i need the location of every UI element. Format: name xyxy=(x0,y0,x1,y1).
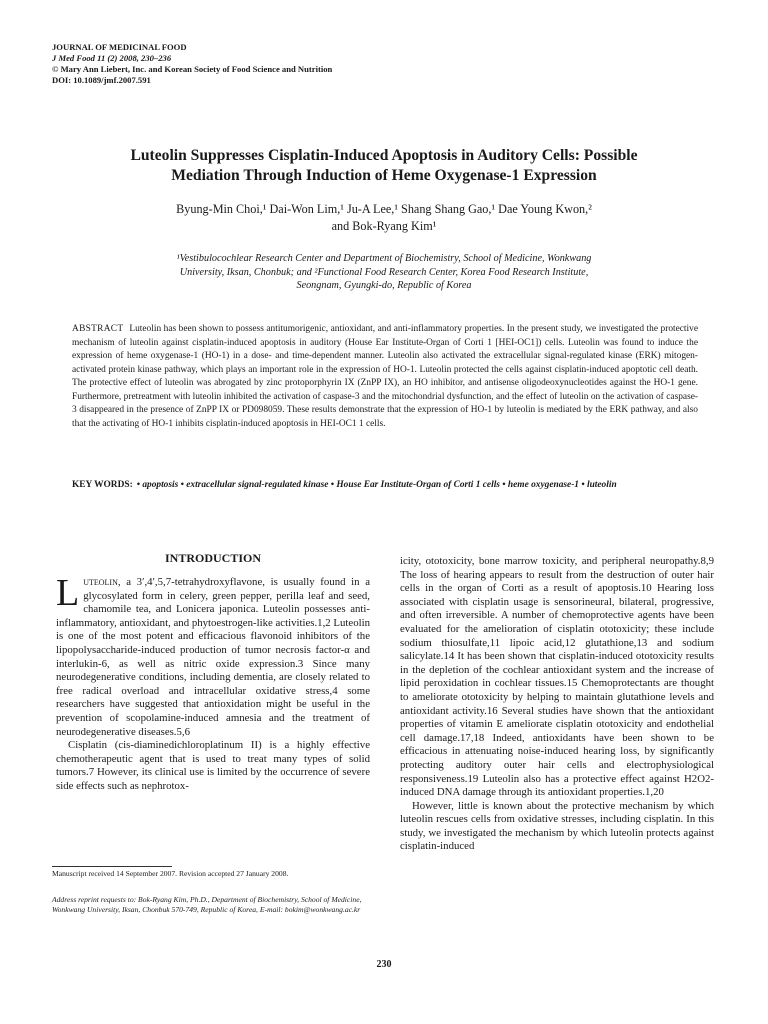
title-line-1: Luteolin Suppresses Cisplatin-Induced Apoptosis in Auditory Cells: Possible xyxy=(130,147,638,164)
affil-line-3: Seongnam, Gyungki-do, Republic of Korea xyxy=(296,280,472,292)
keywords xyxy=(72,479,698,493)
right-paragraph-2: However, little is known about the protective mechanism by which luteolin rescues cells from oxidative stresses, including cisplatin. In this study, we investigated the mechanism by which luteolin protects against cisplatin-induced xyxy=(400,799,714,853)
left-paragraph-1-text: , a 3′,4′,5,7-tetrahydroxyflavone, is usually found in a glycosylated form in celery, green pepper, perilla leaf and seed, chamomile tea, and Lonicera japonica. Luteolin possesses anti-inflammatory, antioxidant, and phytoestrogen-like activities.1,2 Luteolin is one of the most potent and efficacious flavonoid inhibitors of the lipopolysaccharide-induced production of tumor necrosis factor-α and interlukin-6, as well as nitric oxide expression.3 Since many neurodegenerative conditions, including dementia, are closely related to free radical overload and intracellular oxidative stress,4 some researchers have suggested that antioxidation might be useful in the prevention of scopolamine-induced amnesia and the treatment of neurodegenerative diseases.5,6 xyxy=(56,576,370,738)
journal-header xyxy=(52,42,332,86)
journal-citation: J Med Food 11 (2) 2008, 230–236 xyxy=(52,53,172,63)
drop-cap: L xyxy=(56,572,80,614)
footnote-rule xyxy=(52,866,172,867)
right-column xyxy=(400,555,714,854)
intro-heading: INTRODUCTION xyxy=(164,551,261,565)
left-paragraph-2: Cisplatin (cis-diaminedichloroplatinum II) is a highly effective chemotherapeutic agent that is used to treat many types of solid tumors.7 However, its clinical use is limited by the occurrence of severe side effects such as nephrotox- xyxy=(56,739,370,792)
authors-line-1: Byung-Min Choi,¹ Dai-Won Lim,¹ Ju-A Lee,¹ Shang Shang Gao,¹ Dae Young Kwon,² xyxy=(176,202,592,216)
affil-line-2: University, Iksan, Chonbuk; and ²Functional Food Research Center, Korea Food Research Institute, xyxy=(179,266,589,278)
right-paragraph-1: icity, ototoxicity, bone marrow toxicity, and peripheral neuropathy.8,9 The loss of hearing appears to result from the destruction of outer hair cells in the organ of Corti as a result of apoptosis.10 Hearing loss associated with cisplatin usage is sensorineural, bilateral, progressive, and often irreversible. A number of chemoprotective agents have been evaluated for the amelioration of cisplatin ototoxicity; these include sodium thiosulfate,11 lipoic acid,12 glutathione,13 and sodium salicylate.14 It has been shown that cisplatin-induced ototoxicity results in the depletion of the cochlear antioxidant system and the increase of lipid peroxidation in cochlear tissues.15 Chemoprotectants are thought to ameliorate ototoxicity by helping to maintain glutathione levels and antioxidant activity.16 Several studies have shown that the antioxidant properties of vitamin E ameliorate cisplatin ototoxicity and endothelial cell damage.17,18 Indeed, antioxidants have been shown to be efficacious in attenuating noise-induced hearing loss, by significantly protecting auditory outer hair cells and electrophysiological responsiveness.19 Luteolin also has a protective effect against H2O2-induced DNA damage through its antioxidant properties.1,20 xyxy=(400,555,714,799)
left-column xyxy=(56,550,370,794)
page-number: 230 xyxy=(376,959,392,970)
journal-doi: DOI: 10.1089/jmf.2007.591 xyxy=(52,75,151,85)
journal-name: JOURNAL OF MEDICINAL FOOD xyxy=(52,42,187,52)
keywords-text: • apoptosis • extracellular signal-regulated kinase • House Ear Institute-Organ of Corti 1 cells • heme oxygenase-1 • luteolin xyxy=(136,480,617,490)
keywords-label: KEY WORDS: xyxy=(72,480,133,490)
author-list xyxy=(90,201,678,235)
abstract-label: ABSTRACT xyxy=(72,324,124,334)
footnote-address: Address reprint requests to: Bok-Ryang Kim, Ph.D., Department of Biochemistry, School of Medicine, Wonkwang University, Iksan, Chonbuk 570-749, Republic of Korea, E-mail: bokim@wonkwang.ac.kr xyxy=(52,895,362,915)
left-paragraph-1 xyxy=(56,572,370,739)
small-caps-word: uteolin xyxy=(83,576,118,588)
journal-copyright: © Mary Ann Liebert, Inc. and Korean Society of Food Science and Nutrition xyxy=(52,64,333,74)
abstract xyxy=(72,323,698,431)
article-title xyxy=(70,146,698,186)
affil-line-1: ¹Vestibulocochlear Research Center and Department of Biochemistry, School of Medicine, Wonkwang xyxy=(176,253,592,264)
affiliations xyxy=(95,252,673,293)
title-line-2: Mediation Through Induction of Heme Oxygenase-1 Expression xyxy=(171,167,597,184)
authors-line-2: and Bok-Ryang Kim¹ xyxy=(331,219,437,233)
footnote-received: Manuscript received 14 September 2007. Revision accepted 27 January 2008. xyxy=(52,869,289,878)
abstract-text: Luteolin has been shown to possess antitumorigenic, antioxidant, and anti-inflammatory properties. In the present study, we investigated the protective mechanism of luteolin against cisplatin-induced apoptosis in auditory (House Ear Institute-Organ of Corti 1 [HEI-OC1]) cells. Luteolin was found to induce the expression of heme oxygenase-1 (HO-1) in a dose- and time-dependent manner. Luteolin also activated the extracellular signal-regulated kinase (ERK) mitogen-activated protein kinase pathway, which plays an important role in the expression of HO-1. Luteolin protected the cells against cisplatin-induced apoptotic cell death. The protective effect of luteolin was abrogated by zinc protoporphyrin IX (ZnPP IX), an HO inhibitor, and antisense oligodeoxynucleotides against the HO-1 gene. Furthermore, pretreatment with luteolin inhibited the activation of caspase-3 and the mitochondrial dysfunction, and the effect of luteolin on the activation of caspase-3 disappeared in the presence of ZnPP IX or PD098059. These results demonstrate that the expression of HO-1 by luteolin is mediated by the ERK pathway, and also that the activating of HO-1 inhibits cisplatin-induced apoptosis in HEI-OC1 1 cells. xyxy=(72,324,698,429)
